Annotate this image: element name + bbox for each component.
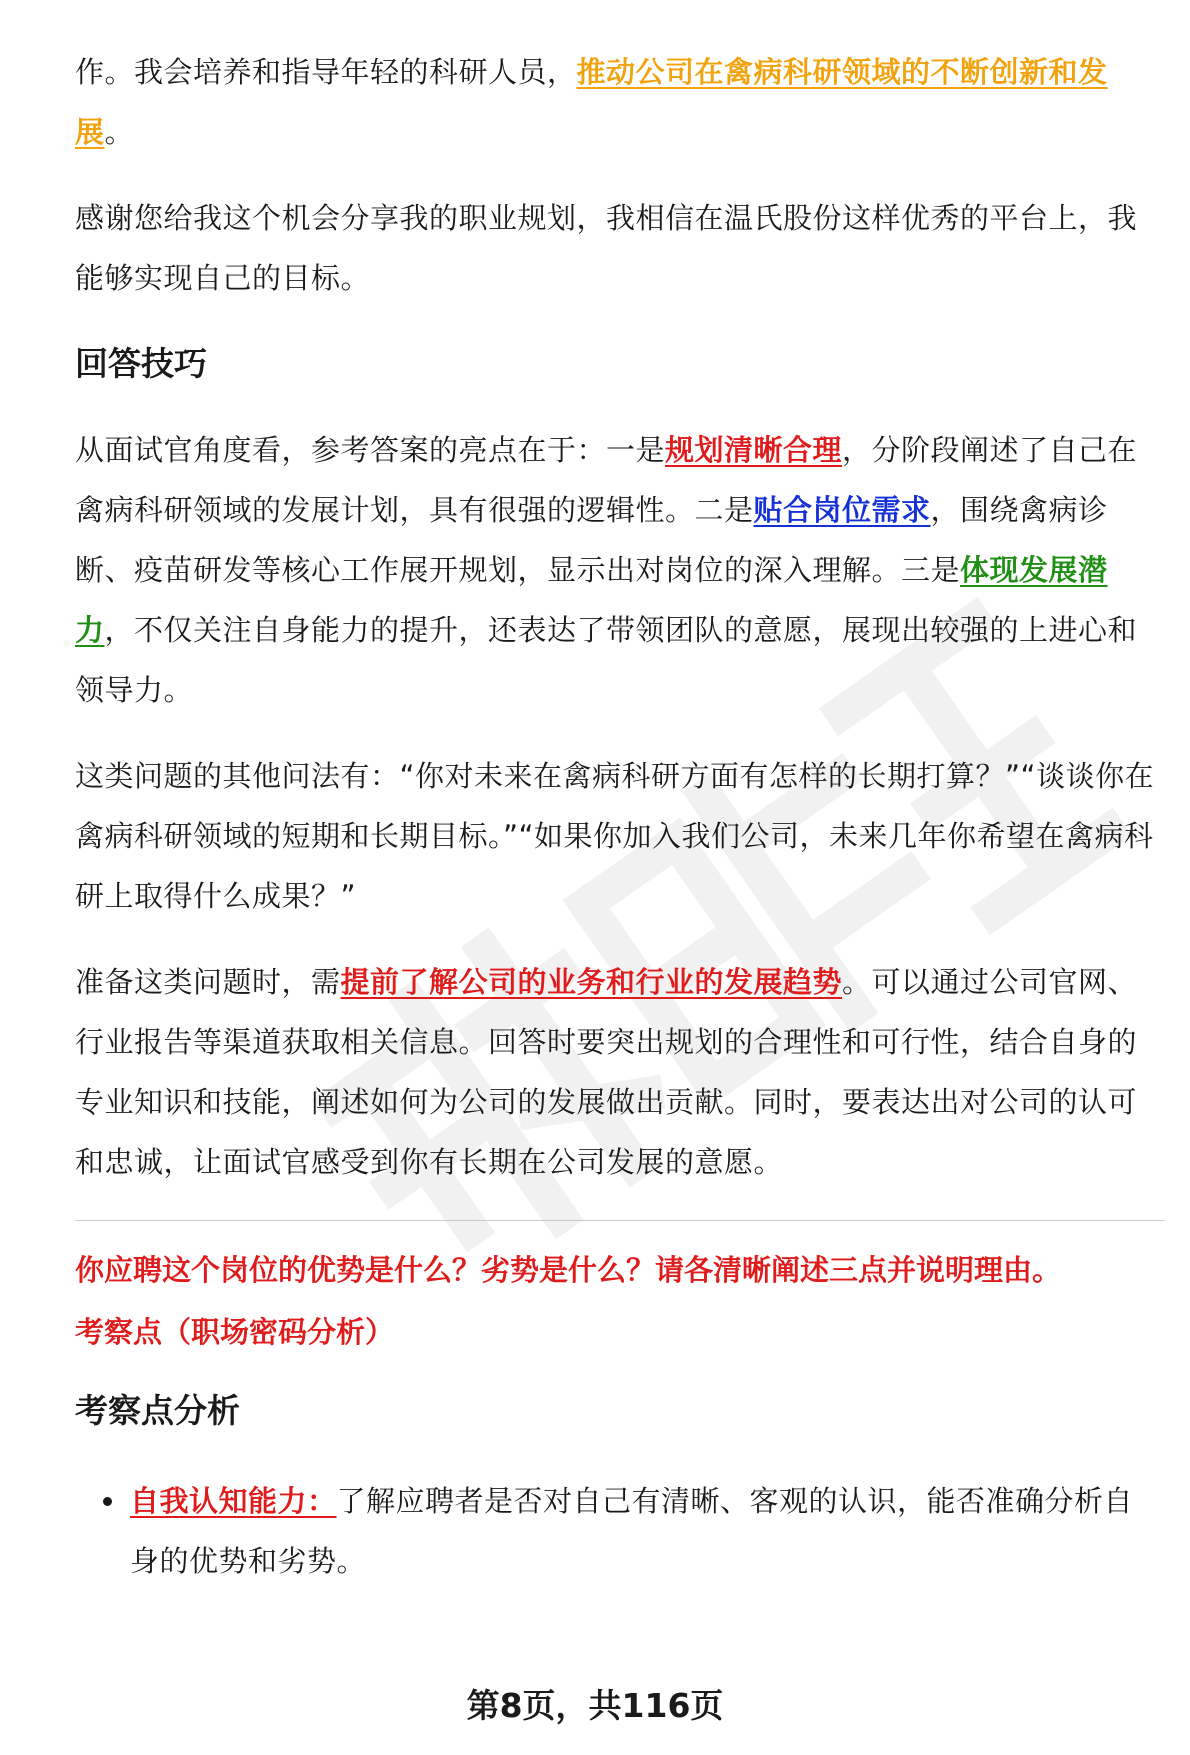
highlight-clear-plan: 规划清晰合理 (665, 433, 843, 467)
paragraph-career-plan-end (75, 42, 1155, 162)
paragraph-text: ，分阶段阐述了自己在禽病科研领域的发展计划，具有很强的逻辑性。二是 (75, 433, 1138, 527)
paragraph-text: ，不仅关注自身能力的提升，还表达了带领团队的意愿，展现出较强的上进心和领导力。 (75, 613, 1138, 707)
paragraph-text: 。可以通过公司官网、行业报告等渠道获取相关信息。回答时要突出规划的合理性和可行性，结合自身的专业知识和技能，阐述如何为公司的发展做出贡献。同时，要表达出对公司的认可和忠诚，让面试官感受到你有长期在公司发展的意愿。 (75, 965, 1138, 1179)
bullet-text (130, 1471, 1155, 1591)
highlight-innovation: 推动公司在禽病科研领域的不断创新和发展 (75, 55, 1108, 149)
paragraph-text: ，围绕禽病诊断、疫苗研发等核心工作展开规划，显示出对岗位的深入理解。三是 (75, 493, 1108, 587)
question-subtitle: 考察点（职场密码分析） (75, 1315, 395, 1349)
highlight-self-awareness: 自我认知能力： (130, 1484, 337, 1518)
highlight-potential: 体现发展潜力 (75, 553, 1108, 647)
highlight-research-trends: 提前了解公司的业务和行业的发展趋势 (340, 965, 843, 999)
paragraph-text: 作。我会培养和指导年轻的科研人员， (75, 55, 577, 89)
paragraph-text: 了解应聘者是否对自己有清晰、客观的认识，能否准确分析自身的优势和劣势。 (130, 1484, 1134, 1578)
paragraph-text: 从面试官角度看，参考答案的亮点在于：一是 (75, 433, 666, 467)
heading-analysis: 考察点分析 (75, 1391, 240, 1430)
paragraph-highlights (75, 420, 1155, 720)
paragraph-preparation (75, 952, 1155, 1192)
bullet-icon (103, 1497, 112, 1506)
paragraph-text: 准备这类问题时，需 (75, 965, 341, 999)
page-footer: 第8页，共116页 (466, 1686, 724, 1725)
document-body (75, 42, 1155, 1591)
interview-question: 你应聘这个岗位的优势是什么？劣势是什么？请各清晰阐述三点并说明理由。 (75, 1253, 1062, 1287)
highlight-job-fit: 贴合岗位需求 (753, 493, 931, 527)
paragraph-other-questions: 这类问题的其他问法有：“你对未来在禽病科研方面有怎样的长期打算？”“谈谈你在禽病科研领域的短期和长期目标。”“如果你加入我们公司，未来几年你希望在禽病科研上取得什么成果？” (75, 759, 1155, 913)
section-divider (75, 1220, 1165, 1221)
list-item (75, 1471, 1155, 1591)
paragraph-text: 。 (104, 115, 135, 149)
heading-answer-tips: 回答技巧 (75, 344, 207, 383)
paragraph-thanks: 感谢您给我这个机会分享我的职业规划，我相信在温氏股份这样优秀的平台上，我能够实现自己的目标。 (75, 201, 1138, 295)
